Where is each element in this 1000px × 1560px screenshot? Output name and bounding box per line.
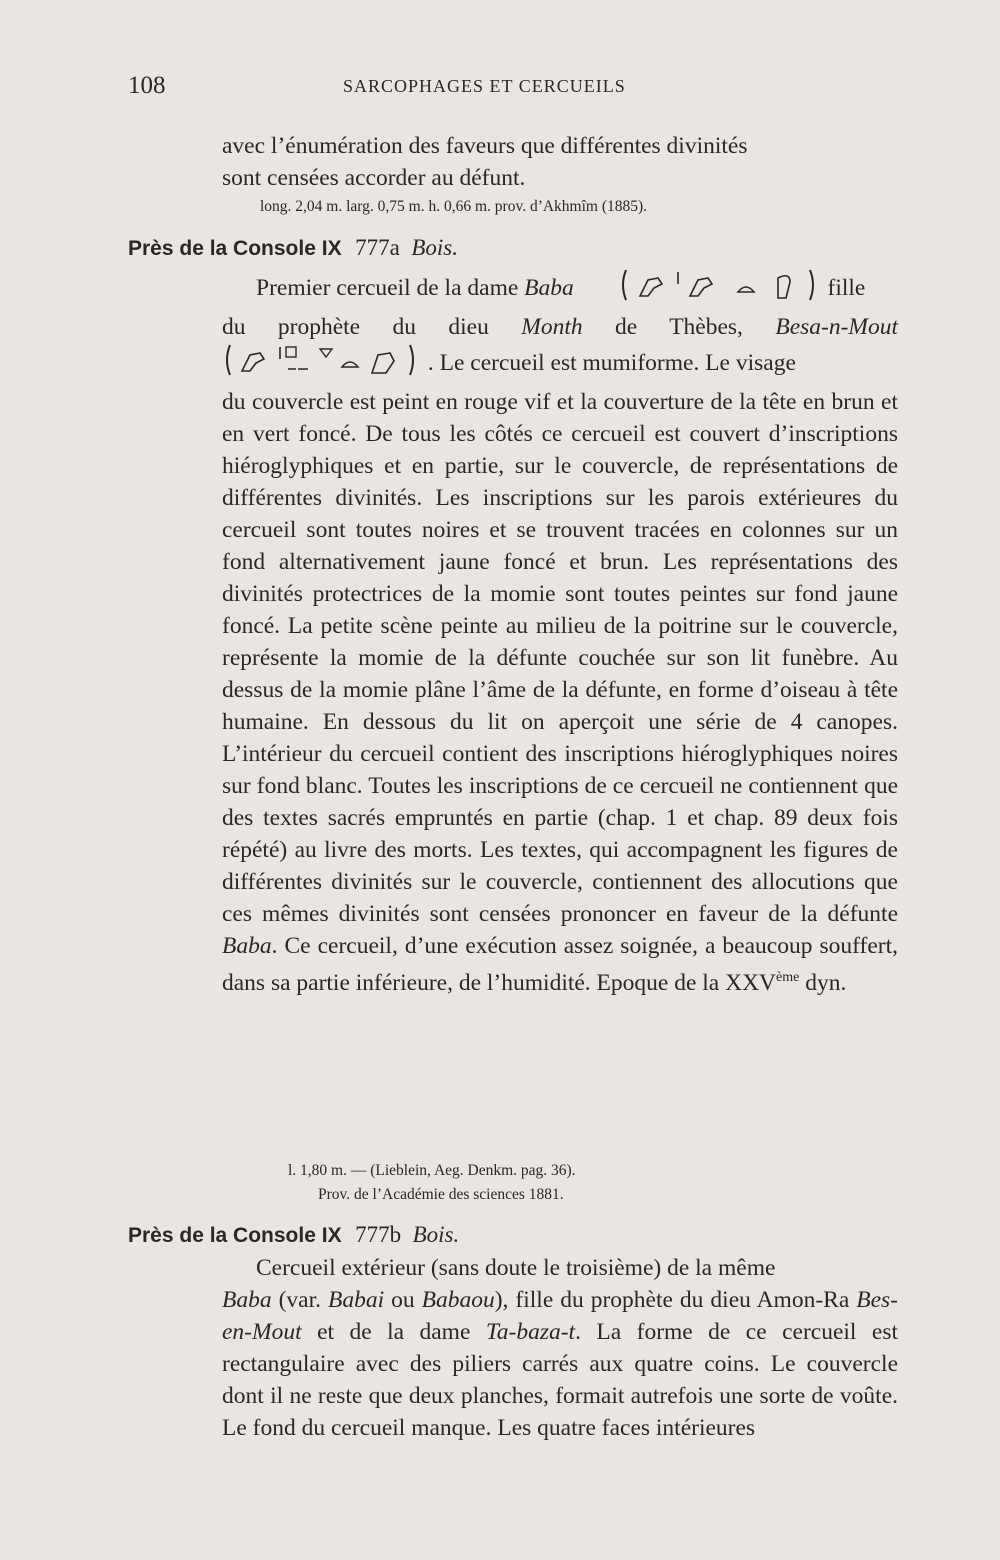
heading-number: 777a [355,235,400,260]
name-baba: Baba [222,1287,272,1313]
entry-777a-line-3 [222,343,898,386]
hieroglyph-cartouche-icon [584,268,818,311]
intro-line-1: avec l’énumération des faveurs que différentes divinités [222,133,748,159]
entry-777a-line-1 [222,268,898,311]
text-run: (var. [271,1287,328,1313]
entry-777b-line-1: Cercueil extérieur (sans doute le troisième) de la même [256,1255,776,1281]
entry-777b-paragraph [222,1284,898,1444]
intro-paragraph [222,130,898,194]
heading-number: 777b [355,1222,402,1247]
text-run: ), fille du prophète du dieu Amon-Ra [494,1287,857,1313]
entry-heading-777b [128,1222,459,1248]
name-bes-en-mout: Bes-en-Mout [222,1287,899,1345]
entry-777a-note-2: Prov. de l’Académie des sciences 1881. [318,1186,564,1203]
page-number: 108 [128,72,166,99]
page-header [128,72,908,108]
text-run: Premier cercueil de la dame [256,274,519,301]
text-run: . La forme de ce cercueil est rectangulaire avec des piliers carrés aux quatre coins. Le couvercle dont il ne reste que deux planches, formait autrefois une sorte de voûte. Le fond du cercueil manque. Les quatre faces intérieures [222,1319,898,1441]
running-title: SARCOPHAGES ET CERCUEILS [343,76,626,96]
text-run: du couvercle est peint en rouge vif et la couverture de la tête en brun et en vert foncé. De tous les côtés ce cercueil est couvert d’inscriptions hiéroglyphiques et en partie, sur le couvercle, de représentations de différentes divinités. Les inscriptions sur les parois extérieures du cercueil sont toutes noires et se trouvent tracées en colonnes sur un fond alternativement jaune foncé et brun. Les représentations des divinités protectrices de la momie sont toutes peintes sur fond jaune foncé. La petite scène peinte au milieu de la poitrine sur le couvercle, représente la momie de la défunte couchée sur son lit funèbre. Au dessus de la momie plâne l’âme de la défunte, en forme d’oiseau à tête humaine. En dessous du lit on aperçoit une série de 4 canopes. L’intérieur du cercueil contient des inscriptions hiéroglyphiques noires sur fond blanc. Toutes les inscriptions de ce cercueil ne contiennent que des textes sacrés empruntés en partie (chap. 1 et chap. 89 deux fois répété) au livre des morts. Les textes, qui accompagnent les figures de différentes divinités sur le couvercle, contiennent des allocutions que ces mêmes divinités sont censées prononcer en faveur de la défunte [222,389,898,927]
superscript: ème [776,970,800,985]
hieroglyph-cartouche-icon [222,343,418,386]
entry-777a-line-2 [222,311,898,343]
text-run: et de la dame [301,1319,486,1345]
name-ta-baza-t: Ta-baza-t [485,1319,576,1345]
text-run: ou [384,1287,422,1313]
name-besa-n-mout: Besa-n-Mout [775,314,899,340]
heading-material: Bois. [411,235,458,260]
name-baba: Baba [222,933,272,959]
name-baba: Baba [524,274,574,301]
heading-label: Près de la Console IX [128,1224,342,1247]
entry-777b-body [222,1252,898,1444]
entry-777a-note-1: l. 1,80 m. — (Lieblein, Aeg. Denkm. pag. 36). [288,1162,576,1179]
entry-777a-paragraph [222,386,898,999]
name-babaou: Babaou [421,1287,495,1313]
text-run: . Le cercueil est mumiforme. Le visage [427,349,796,376]
entry-777a-body [222,268,898,999]
text-run: dyn. [799,969,847,996]
text-run: fille [827,274,866,301]
intro-dimensions: long. 2,04 m. larg. 0,75 m. h. 0,66 m. prov. d’Akhmîm (1885). [260,198,648,215]
entry-heading-777a [128,235,458,261]
text-run: du prophète du dieu [222,314,489,340]
text-run: de Thèbes, [615,314,743,340]
name-babai: Babai [328,1287,385,1313]
heading-label: Près de la Console IX [128,237,342,260]
heading-material: Bois. [412,1222,460,1247]
text-run: . Ce cercueil, d’une exécution assez soignée, a beaucoup souffert, dans sa partie inférieure, de l’humidité. Epoque de la XXV [222,933,898,996]
intro-line-2: sont censées accorder au défunt. [222,165,526,191]
name-month: Month [521,314,583,340]
